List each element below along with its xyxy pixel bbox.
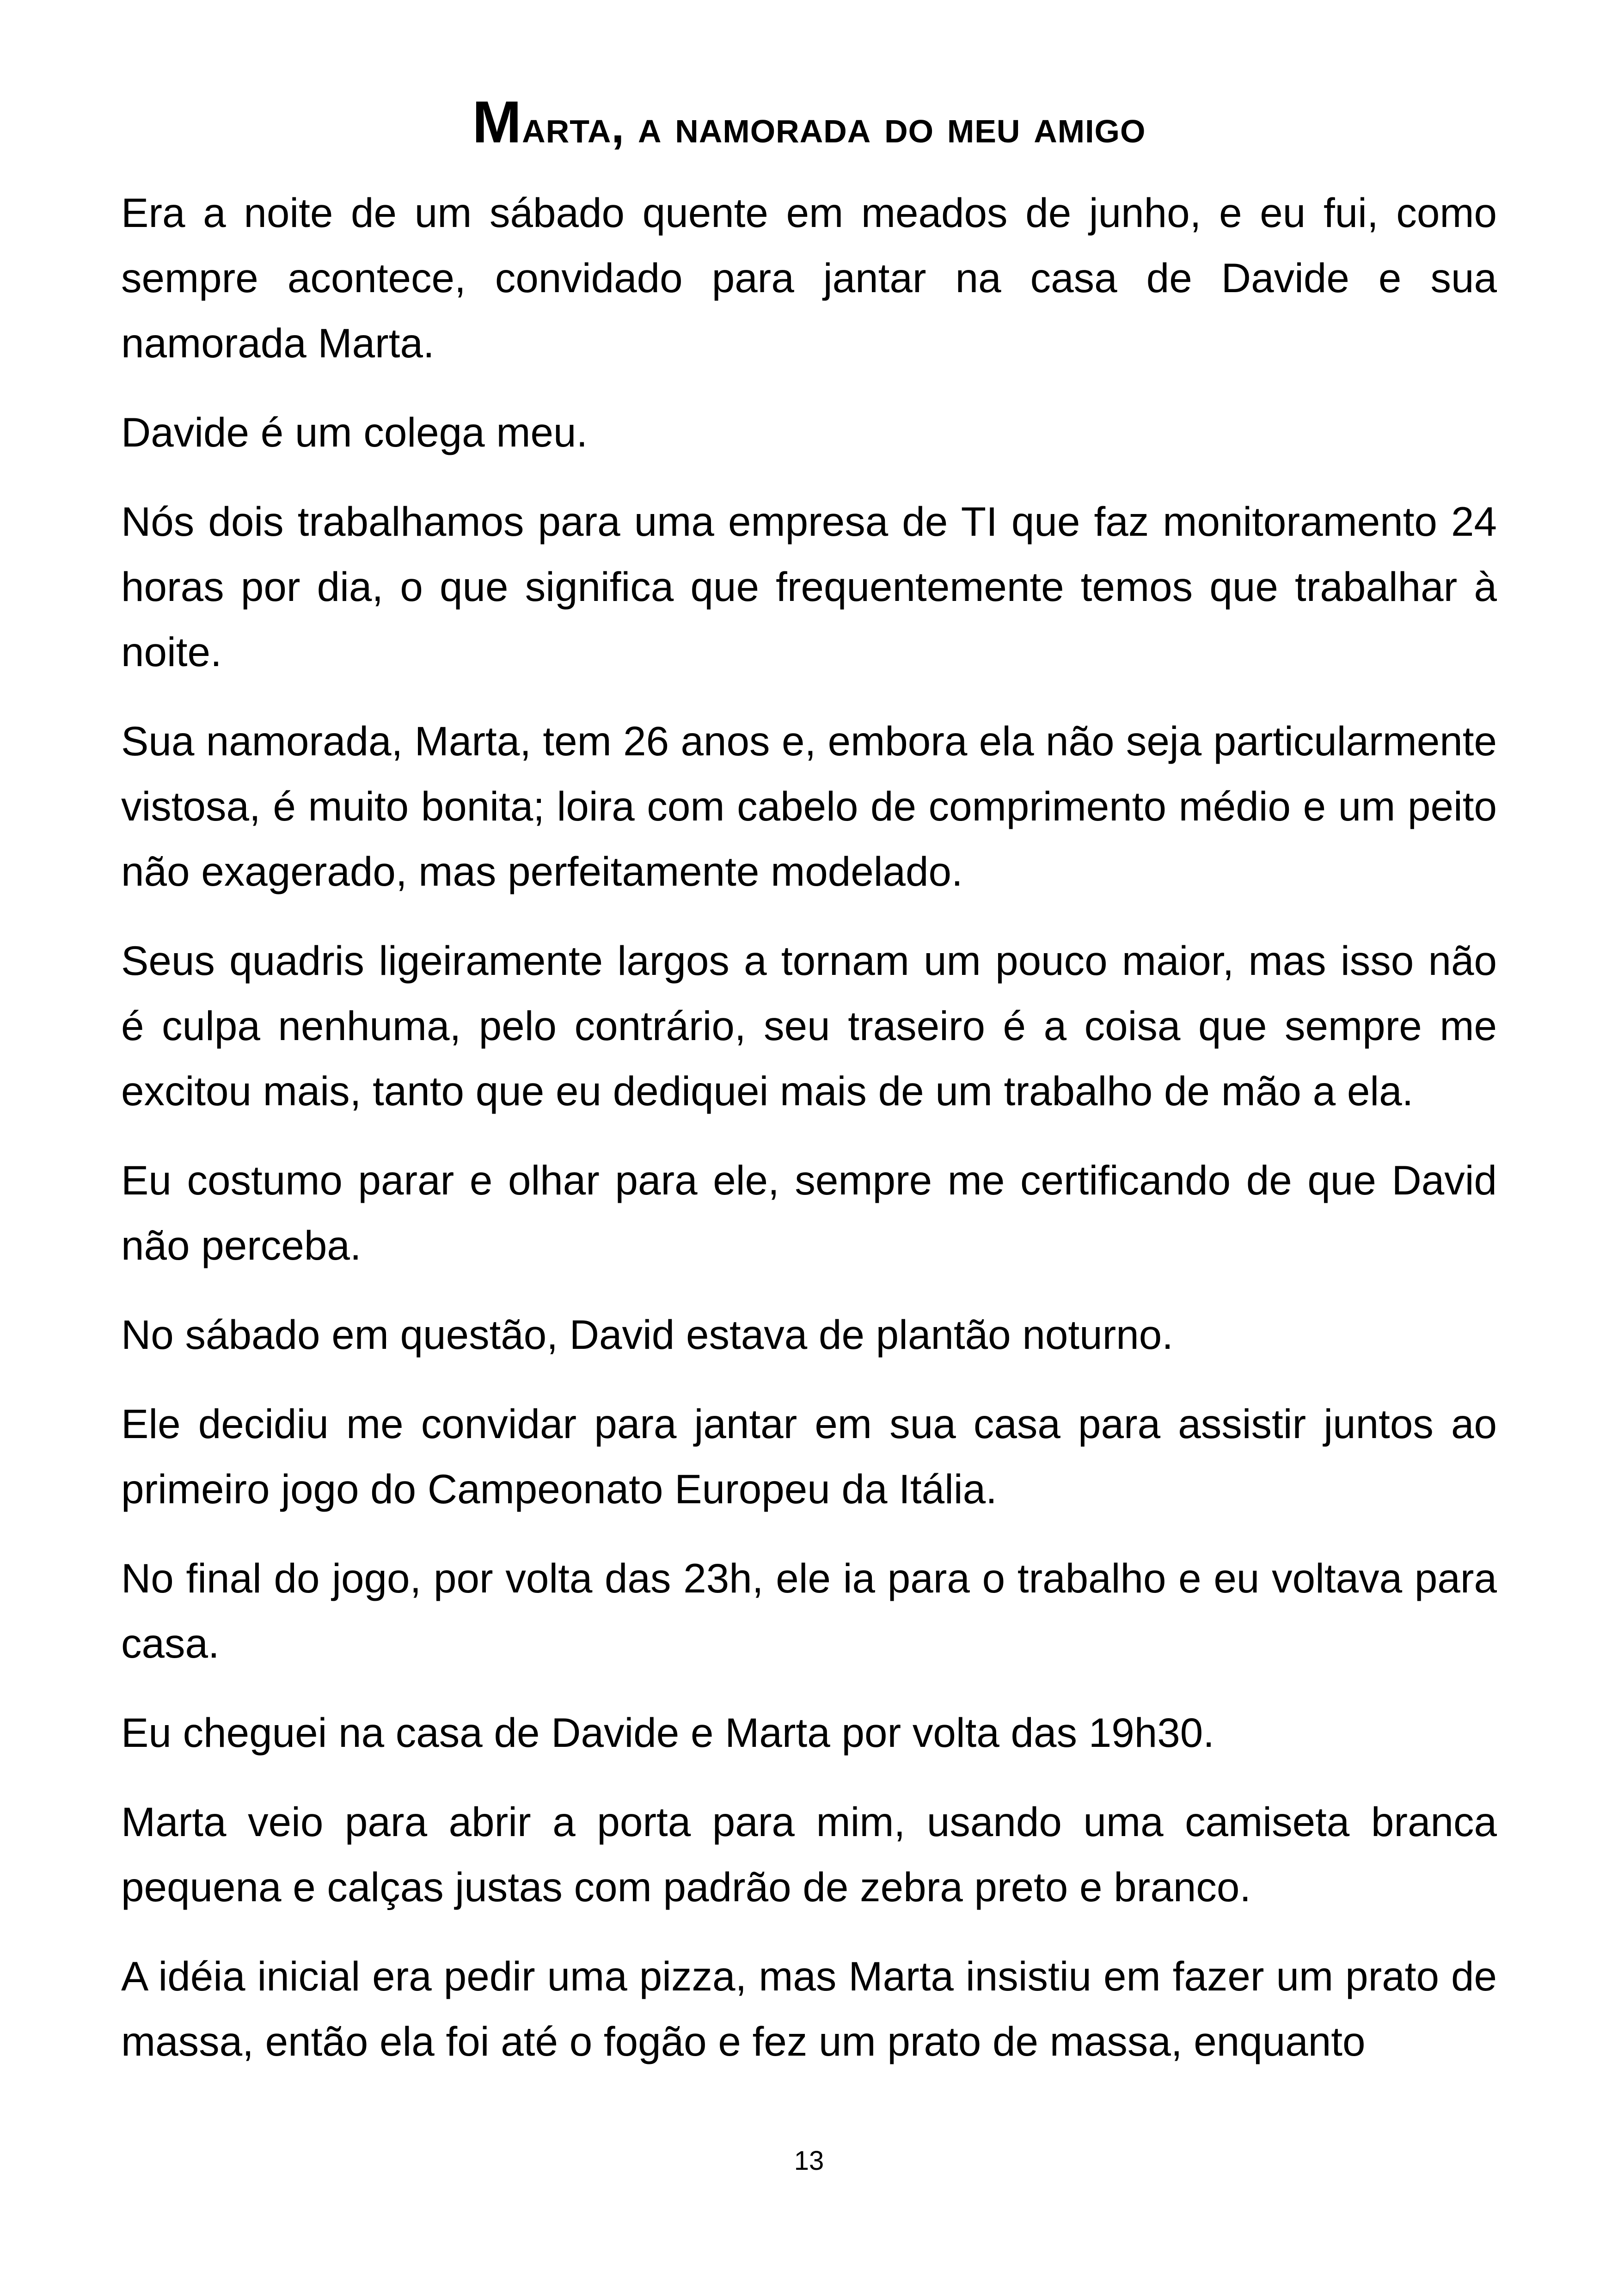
- paragraph: Ele decidiu me convidar para jantar em sua casa para assistir juntos ao primeiro jogo do Campeonato Europeu da Itália.: [121, 1401, 1497, 1512]
- paragraph: Seus quadris ligeiramente largos a tornam um pouco maior, mas isso não é culpa nenhuma, pelo contrário, seu traseiro é a coisa que sempre me excitou mais, tanto que eu dediquei mais de um trabalho de mão a ela.: [121, 937, 1497, 1114]
- paragraph: Nós dois trabalhamos para uma empresa de TI que faz monitoramento 24 horas por dia, o que significa que frequentemente temos que trabalhar à noite.: [121, 498, 1497, 675]
- chapter-title: [0, 89, 1618, 157]
- paragraph: No sábado em questão, David estava de plantão noturno.: [121, 1311, 1173, 1358]
- paragraph: Sua namorada, Marta, tem 26 anos e, embora ela não seja particularmente vistosa, é muito bonita; loira com cabelo de comprimento médio e um peito não exagerado, mas perfeitamente modelado.: [121, 718, 1497, 894]
- paragraph: A idéia inicial era pedir uma pizza, mas Marta insistiu em fazer um prato de massa, então ela foi até o fogão e fez um prato de massa, enquanto: [121, 1953, 1497, 2064]
- page-number: 13: [794, 2146, 824, 2176]
- paragraph: Era a noite de um sábado quente em meados de junho, e eu fui, como sempre acontece, convidado para jantar na casa de Davide e sua namorada Marta.: [121, 190, 1497, 366]
- paragraph: Marta veio para abrir a porta para mim, usando uma camiseta branca pequena e calças justas com padrão de zebra preto e branco.: [121, 1799, 1497, 1910]
- paragraph: No final do jogo, por volta das 23h, ele ia para o trabalho e eu voltava para casa.: [121, 1555, 1497, 1666]
- paragraph: Eu costumo parar e olhar para ele, sempre me certificando de que David não perceba.: [121, 1157, 1497, 1268]
- paragraph: Eu cheguei na casa de Davide e Marta por volta das 19h30.: [121, 1709, 1214, 1756]
- paragraph: Davide é um colega meu.: [121, 409, 588, 455]
- body-text: [121, 180, 1497, 2098]
- chapter-title-rest: arta, a namorada do meu amigo: [522, 101, 1146, 153]
- chapter-title-initial: M: [472, 89, 522, 155]
